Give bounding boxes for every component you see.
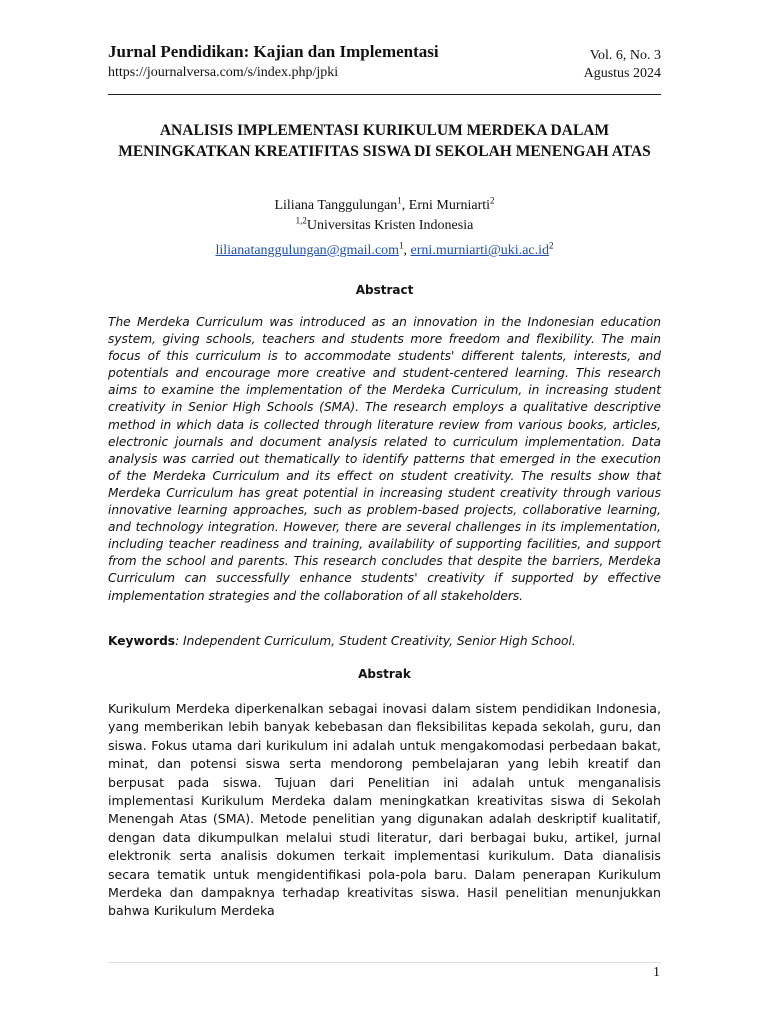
email-link[interactable]: lilianatanggulungan@gmail.com xyxy=(215,243,400,258)
footer-divider xyxy=(108,962,661,963)
author-list xyxy=(108,195,661,214)
journal-date: Agustus 2024 xyxy=(583,66,661,81)
author-separator: , xyxy=(401,198,409,213)
affiliation-mark: 1,2 xyxy=(295,215,307,226)
author-affiliation-mark: 1 xyxy=(397,195,402,206)
abstract-heading: Abstract xyxy=(355,283,414,297)
abstrak-text: Kurikulum Merdeka diperkenalkan sebagai inovasi dalam sistem pendidikan Indonesia, yang memberikan lebih banyak kebebasan dan fleksibilitas kepada sekolah, guru, dan siswa. Fokus utama dari kurikulum ini adalah untuk mengakomodasi perbedaan bakat, minat, dan potensi siswa serta mendorong pembelajaran yang lebih kreatif dan berpusat pada siswa. Tujuan dari Penelitian ini adalah untuk menganalisis implementasi Kurikulum Merdeka dalam meningkatkan kreativitas siswa di Sekolah Menengah Atas (SMA). Metode penelitian yang digunakan adalah deskriptif kualitatif, dengan data dikumpulkan melalui studi literatur, dari berbagai buku, artikel, jurnal elektronik serta analisis dokumen terkait implementasi kurikulum. Data dianalisis secara tematik untuk mengidentifikasi pola-pola baru. Dalam penerapan Kurikulum Merdeka dan dampaknya terhadap kreativitas siswa. Hasil penelitian menunjukkan bahwa Kurikulum Merdeka xyxy=(108,701,661,919)
email-separator: , xyxy=(403,243,411,258)
email-link[interactable]: erni.murniarti@uki.ac.id xyxy=(410,243,550,258)
keywords xyxy=(108,633,661,650)
email-affiliation-mark: 1 xyxy=(399,240,404,251)
journal-title: Jurnal Pendidikan: Kajian dan Implementasi xyxy=(108,42,439,61)
author-affiliation-mark: 2 xyxy=(490,195,495,206)
journal-url: https://journalversa.com/s/index.php/jpki xyxy=(108,65,339,80)
abstrak-heading: Abstrak xyxy=(358,667,411,681)
journal-volume: Vol. 6, No. 3 xyxy=(589,48,661,63)
keywords-text: : Independent Curriculum, Student Creativity, Senior High School. xyxy=(175,634,576,648)
affiliation xyxy=(108,215,661,234)
journal-header xyxy=(108,42,661,95)
affiliation-name: Universitas Kristen Indonesia xyxy=(306,218,474,233)
keywords-label: Keywords xyxy=(108,634,176,648)
author-name: Erni Murniarti xyxy=(408,198,491,213)
page-number: 1 xyxy=(653,965,660,980)
email-affiliation-mark: 2 xyxy=(549,240,554,251)
email-list xyxy=(108,240,661,259)
article-title: ANALISIS IMPLEMENTASI KURIKULUM MERDEKA DALAM MENINGKATKAN KREATIFITAS SISWA DI SEKOLAH MENENGAH ATAS xyxy=(118,122,651,160)
author-name: Liliana Tanggulungan xyxy=(274,198,398,213)
abstract-text: The Merdeka Curriculum was introduced as an innovation in the Indonesian education system, giving schools, teachers and students more freedom and flexibility. The main focus of this curriculum is to accommodate students' different talents, interests, and potentials and encourage more creative and student-centered learning. This research aims to examine the implementation of the Merdeka Curriculum, in increasing student creativity in Senior High Schools (SMA). The research employs a qualitative descriptive method in which data is collected through literature review from various books, articles, electronic journals and document analysis related to curriculum implementation. Data analysis was carried out thematically to identify patterns that emerged in the execution of the Merdeka Curriculum and its effect on student creativity. The results show that Merdeka Curriculum has great potential in increasing student creativity through various innovative learning approaches, such as problem-based projects, collaborative learning, and technology integration. However, there are several challenges in its implementation, including teacher readiness and training, availability of supporting facilities, and support from the school and parents. This research concludes that despite the barriers, Merdeka Curriculum can successfully enhance students' creativity if supported by effective implementation strategies and the collaboration of all stakeholders. xyxy=(108,315,661,603)
